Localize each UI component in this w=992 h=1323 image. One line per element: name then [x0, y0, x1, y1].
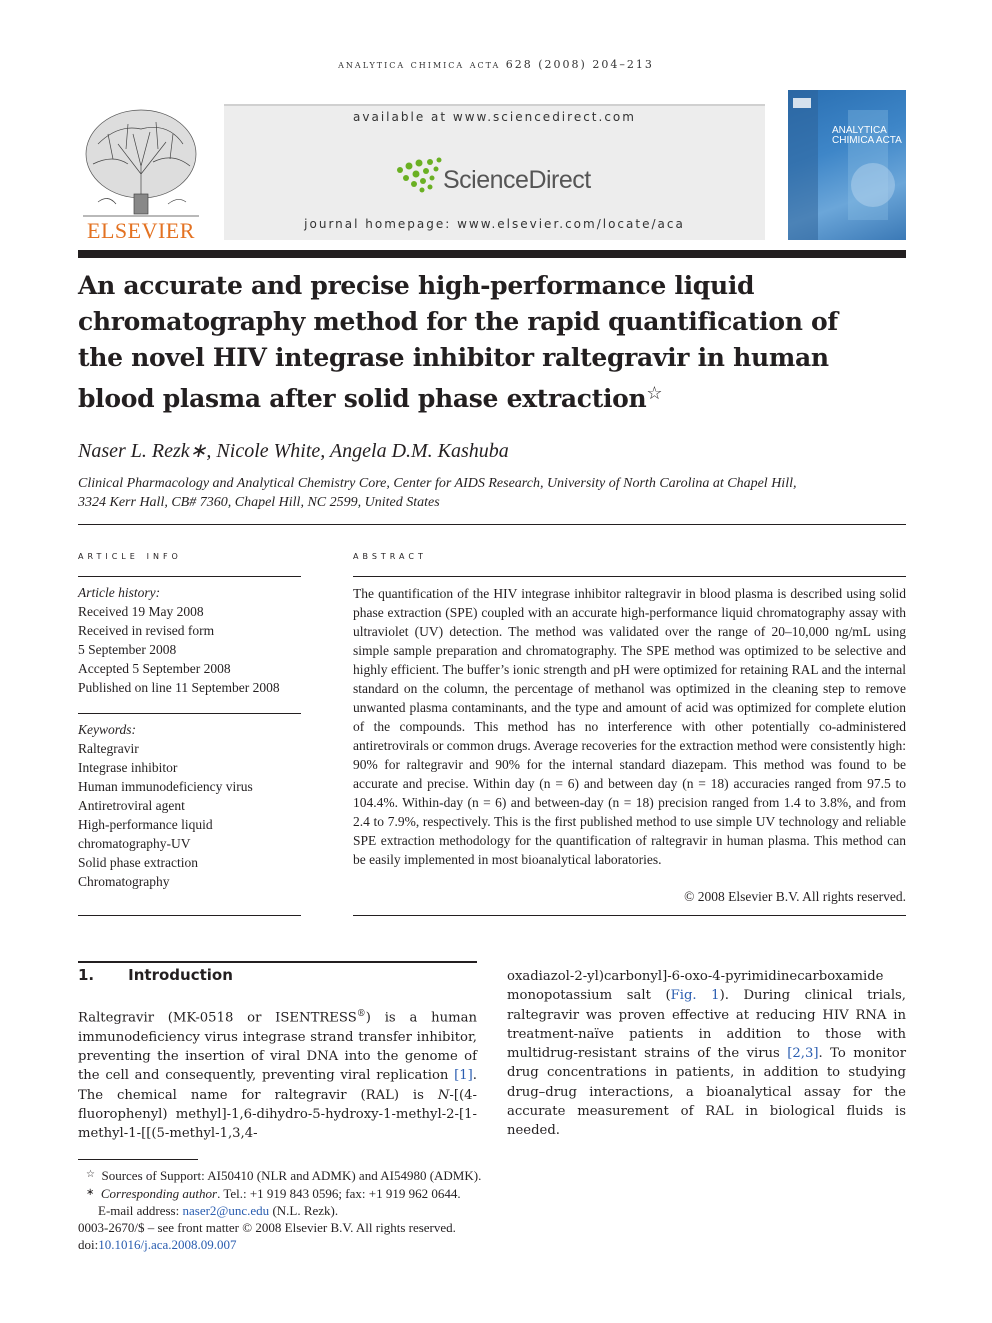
- citation-link[interactable]: [1]: [454, 1068, 473, 1084]
- keywords-label: Keywords:: [78, 722, 136, 737]
- footnote-text: . Tel.: +1 919 843 0596; fax: +1 919 962 0644.: [217, 1186, 461, 1201]
- history-item: Received in revised form: [78, 623, 215, 638]
- divider: [78, 524, 906, 525]
- intro-paragraph-1: [78, 1005, 477, 1143]
- doi-link[interactable]: 10.1016/j.aca.2008.09.007: [98, 1237, 237, 1252]
- history-item: 5 September 2008: [78, 642, 177, 657]
- keyword: Human immunodeficiency virus: [78, 779, 253, 794]
- sciencedirect-wordmark: ScienceDirect: [443, 166, 591, 194]
- journal-homepage-link[interactable]: journal homepage: www.elsevier.com/locate/aca: [304, 217, 685, 231]
- footnotes: [78, 1166, 598, 1253]
- keywords: [78, 720, 308, 891]
- text-run: Raltegravir (MK-0518 or ISENTRESS: [78, 1010, 357, 1026]
- email-owner: (N.L. Rezk).: [269, 1203, 339, 1218]
- journal-cover-image: [788, 90, 906, 240]
- text-run: ®: [356, 1009, 366, 1019]
- author-list: Naser L. Rezk∗, Nicole White, Angela D.M. Kashuba: [78, 440, 509, 462]
- divider: [78, 576, 301, 577]
- text-run: -[(4-fluorophenyl) methyl]-1,6-dihydro-5-hydroxy-1-methyl-2-[1-methyl-1-[[(5-methyl-1,3,4-: [78, 1087, 477, 1142]
- cover-title: ANALYTICA CHIMICA ACTA: [832, 125, 902, 146]
- text-run: oxadiazol-2-yl)carbonyl]-6-oxo-4-pyrimidinecarboxamide monopotassium salt (: [507, 969, 884, 1004]
- footnote-text: Sources of Support: AI50410 (NLR and ADMK) and AI54980 (ADMK).: [101, 1168, 482, 1183]
- section-heading: [78, 966, 233, 984]
- email-link[interactable]: naser2@unc.edu: [182, 1203, 270, 1218]
- abstract-copyright: © 2008 Elsevier B.V. All rights reserved.: [684, 889, 906, 904]
- divider: [78, 713, 301, 714]
- figure-link[interactable]: Fig. 1: [670, 988, 720, 1004]
- keyword: Antiretroviral agent: [78, 798, 185, 813]
- issn-line: 0003-2670/$ – see front matter © 2008 Elsevier B.V. All rights reserved.: [78, 1220, 456, 1235]
- footnote-mark: ∗: [86, 1187, 95, 1198]
- journal-citation: analytica chimica acta 628 (2008) 204–213: [338, 58, 654, 71]
- elsevier-wordmark: ELSEVIER: [87, 218, 195, 243]
- affiliation: [78, 474, 898, 512]
- divider: [353, 915, 906, 916]
- keyword: Solid phase extraction: [78, 855, 198, 870]
- footnote-email: [78, 1202, 598, 1219]
- divider: [353, 576, 906, 577]
- text-run: . The chemical name for raltegravir (RAL) is: [78, 1068, 477, 1103]
- keyword: Integrase inhibitor: [78, 760, 178, 775]
- section-title: Introduction: [128, 966, 233, 984]
- text-run: N: [437, 1087, 450, 1103]
- abstract-body: The quantification of the HIV integrase inhibitor raltegravir in blood plasma is described using solid phase extraction (SPE) coupled with an accurate high-performance liquid chromatography assay with ultraviolet (UV) detection. The method was validated over the range of 20–10,000 ng/mL using simple sample preparation and chromatography. The SPE method was optimized to be selective and highly efficient. The buffer’s ionic strength and pH were optimized for retaining RAL and the internal standard on the column, the percentage of methanol was optimized in the cleaning step to remove unwanted plasma contaminants, and the type and amount of acid was optimized for complete elution of the compounds. This method has no interference with other potentially co-administered antiretrovirals or common drugs. Average recoveries for the extraction method were consistently high: 90% for raltegravir and 90% for the internal standard diazepam. This method was found to be accurate and precise. Within day (n = 6) and between day (n = 18) accuracies ranged from 97.5 to 104.4%. Within-day (n = 6) and between-day (n = 18) precision ranged from 1.4 to 3.8%, and from 2.4 to 7.9%, respectively. This is the first published method to use simple UV technology and reliable SPE extraction methodology for the quantification of raltegravir in human plasma. This method can be easily implemented in most bioanalytical laboratories.: [353, 586, 906, 867]
- article-title-text: An accurate and precise high-performance liquid chromatography method for the rapid quantification of the novel HIV integrase inhibitor raltegravir in human blood plasma after solid phase extraction: [78, 271, 838, 413]
- intro-paragraph-2: [507, 967, 906, 1141]
- footnote-support: [78, 1166, 598, 1184]
- history-item: Accepted 5 September 2008: [78, 661, 231, 676]
- text-run: ). During clinical trials, raltegravir was proven effective at reducing HIV RNA in treatment-naïve patients in addition to those with multidrug-resistant strains of the virus: [507, 988, 906, 1062]
- keyword: chromatography-UV: [78, 836, 191, 851]
- history-label: Article history:: [78, 585, 161, 600]
- affiliation-line-1: Clinical Pharmacology and Analytical Chemistry Core, Center for AIDS Research, University of North Carolina at Chapel Hill,: [78, 476, 797, 491]
- history-item: Published on line 11 September 2008: [78, 680, 280, 695]
- header-rule: [78, 250, 906, 258]
- text-run: ) is a human immunodeficiency virus integrase strand transfer inhibitor, preventing the insertion of viral DNA into the genome of the cell and consequently, preventing viral replication: [78, 1010, 477, 1084]
- section-number: 1.: [78, 966, 95, 984]
- available-at-link[interactable]: available at www.sciencedirect.com: [353, 110, 636, 124]
- article-title: [78, 268, 878, 417]
- keyword: Chromatography: [78, 874, 170, 889]
- footnote-rule: [78, 1159, 198, 1160]
- title-footnote-mark[interactable]: ☆: [646, 383, 663, 404]
- abstract-heading: abstract: [353, 548, 427, 562]
- doi-line: [78, 1236, 598, 1253]
- article-info-heading: article info: [78, 548, 182, 562]
- keyword: Raltegravir: [78, 741, 139, 756]
- citation-link[interactable]: [2,3]: [787, 1046, 819, 1062]
- affiliation-line-2: 3324 Kerr Hall, CB# 7360, Chapel Hill, NC 2599, United States: [78, 495, 440, 510]
- keyword: High-performance liquid: [78, 817, 213, 832]
- footnote-label: Corresponding author: [100, 1186, 218, 1201]
- email-label: E-mail address:: [98, 1203, 183, 1218]
- history-item: Received 19 May 2008: [78, 604, 204, 619]
- footnote-corresponding: [78, 1184, 598, 1202]
- text-run: . To monitor drug concentrations in patients, in addition to studying drug–drug interactions, a bioanalytical assay for the accurate measurement of RAL in biological fluids is needed.: [507, 1046, 906, 1139]
- doi-label: doi:: [78, 1237, 99, 1252]
- footnote-mark: ☆: [86, 1169, 95, 1180]
- divider: [78, 915, 301, 916]
- article-history: [78, 583, 308, 697]
- section-rule: [78, 961, 477, 963]
